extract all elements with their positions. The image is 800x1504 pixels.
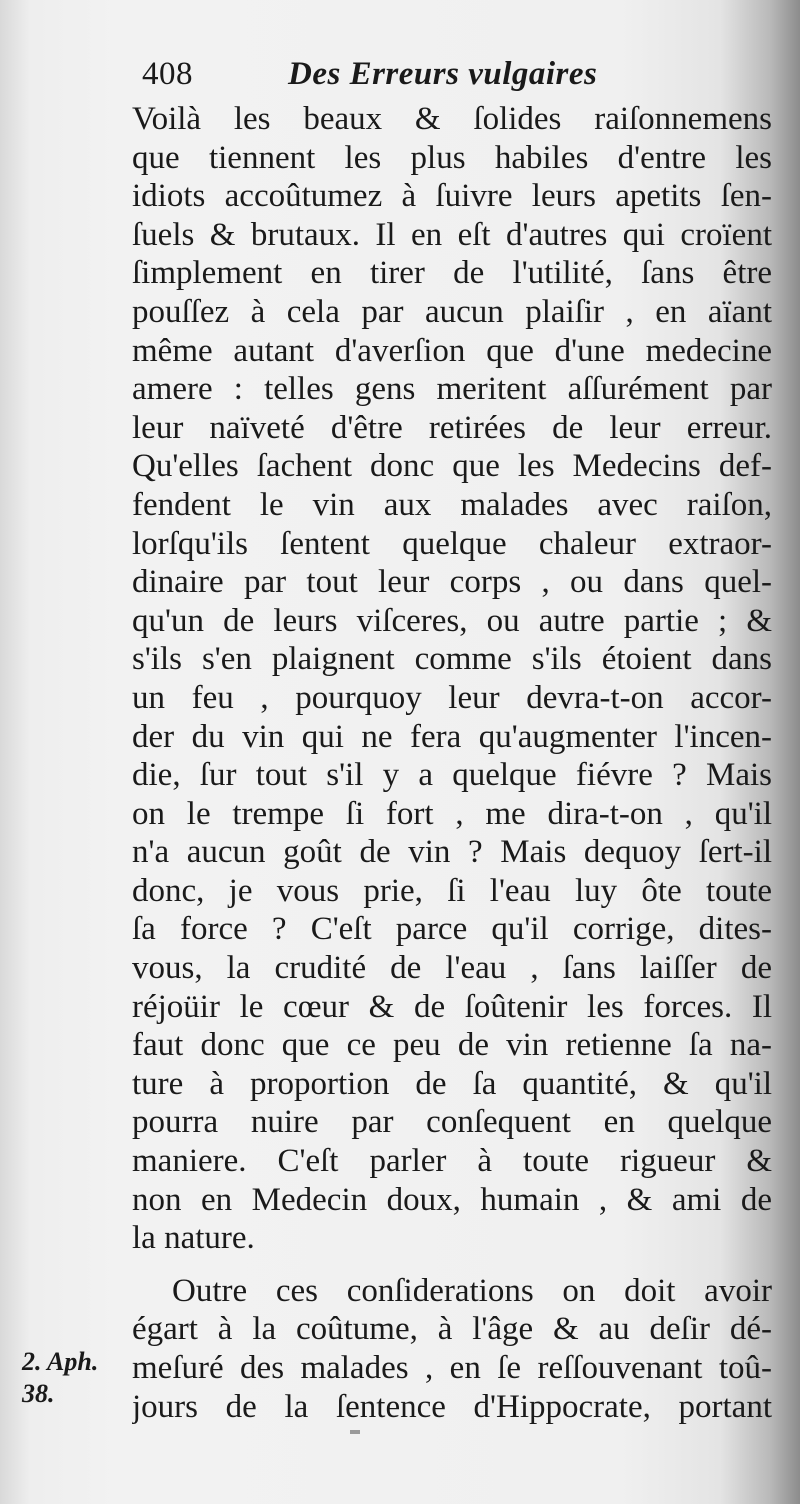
paragraph-first-line: Outre ces conſiderations on doit avoir xyxy=(172,1272,772,1309)
text-line: n'a aucun goût de vin ? Mais dequoy ſert-il xyxy=(132,834,772,871)
text-line: der du vin qui ne fera qu'augmenter l'incen- xyxy=(132,718,772,755)
text-line: lorſqu'ils ſentent quelque chaleur extraor- xyxy=(132,525,772,562)
text-line: jours de la ſentence d'Hippocrate, portant xyxy=(132,1388,772,1425)
text-line: non en Medecin doux, humain , & ami de xyxy=(132,1181,772,1218)
text-line: réjoüir le cœur & de ſoûtenir les forces. Il xyxy=(132,988,772,1025)
text-line: même autant d'averſion que d'une medecine xyxy=(132,332,772,369)
text-line: on le trempe ſi fort , me dira-t-on , qu'il xyxy=(132,795,772,832)
running-title: Des Erreurs vulgaires xyxy=(288,56,598,92)
text-line: die, ſur tout s'il y a quelque fiévre ? Mais xyxy=(132,757,772,794)
margin-note-number: 38. xyxy=(22,1379,55,1408)
text-line: donc, je vous prie, ſi l'eau luy ôte toute xyxy=(132,872,772,909)
text-line: Voilà les beaux & ſolides raiſonnemens xyxy=(132,101,772,137)
text-line: dinaire par tout leur corps , ou dans quel- xyxy=(132,564,772,601)
text-line: ſa force ? C'eſt parce qu'il corrige, dites- xyxy=(132,911,772,948)
text-line: un feu , pourquoy leur devra-t-on accor- xyxy=(132,679,772,716)
text-line: la nature. xyxy=(132,1220,255,1257)
text-line: leur naïveté d'être retirées de leur erreur. xyxy=(132,409,772,446)
text-line: faut donc que ce peu de vin retienne ſa na- xyxy=(132,1027,772,1064)
text-line: égart à la coûtume, à l'âge & au deſir dé- xyxy=(132,1311,772,1348)
paragraph-break xyxy=(132,1258,772,1272)
text-line: ſimplement en tirer de l'utilité, ſans être xyxy=(132,255,772,292)
text-line: vous, la crudité de l'eau , ſans laiſſer de xyxy=(132,950,772,987)
text-line: meſuré des malades , en ſe reſſouvenant toû- xyxy=(132,1350,772,1386)
text-line: maniere. C'eſt parler à toute rigueur & xyxy=(132,1143,772,1180)
margin-note-reference: 2. Aph. xyxy=(22,1347,99,1376)
text-line: ſuels & brutaux. Il en eſt d'autres qui croïent xyxy=(132,216,772,253)
ink-speck xyxy=(350,1430,360,1434)
page-number: 408 xyxy=(142,56,193,92)
text-line: idiots accoûtumez à ſuivre leurs apetits ſen- xyxy=(132,178,772,215)
text-line: pouſſez à cela par aucun plaiſir , en aïant xyxy=(132,293,772,330)
text-line: s'ils s'en plaignent comme s'ils étoient dans xyxy=(132,641,772,678)
text-line: qu'un de leurs viſceres, ou autre partie ; & xyxy=(132,602,772,639)
text-line: ture à proportion de ſa quantité, & qu'il xyxy=(132,1065,772,1102)
text-line: que tiennent les plus habiles d'entre les xyxy=(132,139,772,176)
text-line: fendent le vin aux malades avec raiſon, xyxy=(132,486,772,523)
page-header xyxy=(142,56,702,106)
text-line: pourra nuire par conſequent en quelque xyxy=(132,1104,772,1141)
body-text xyxy=(132,100,772,1426)
text-line: amere : telles gens meritent aſſurément par xyxy=(132,371,772,408)
text-line: Qu'elles ſachent donc que les Medecins def- xyxy=(132,448,772,485)
